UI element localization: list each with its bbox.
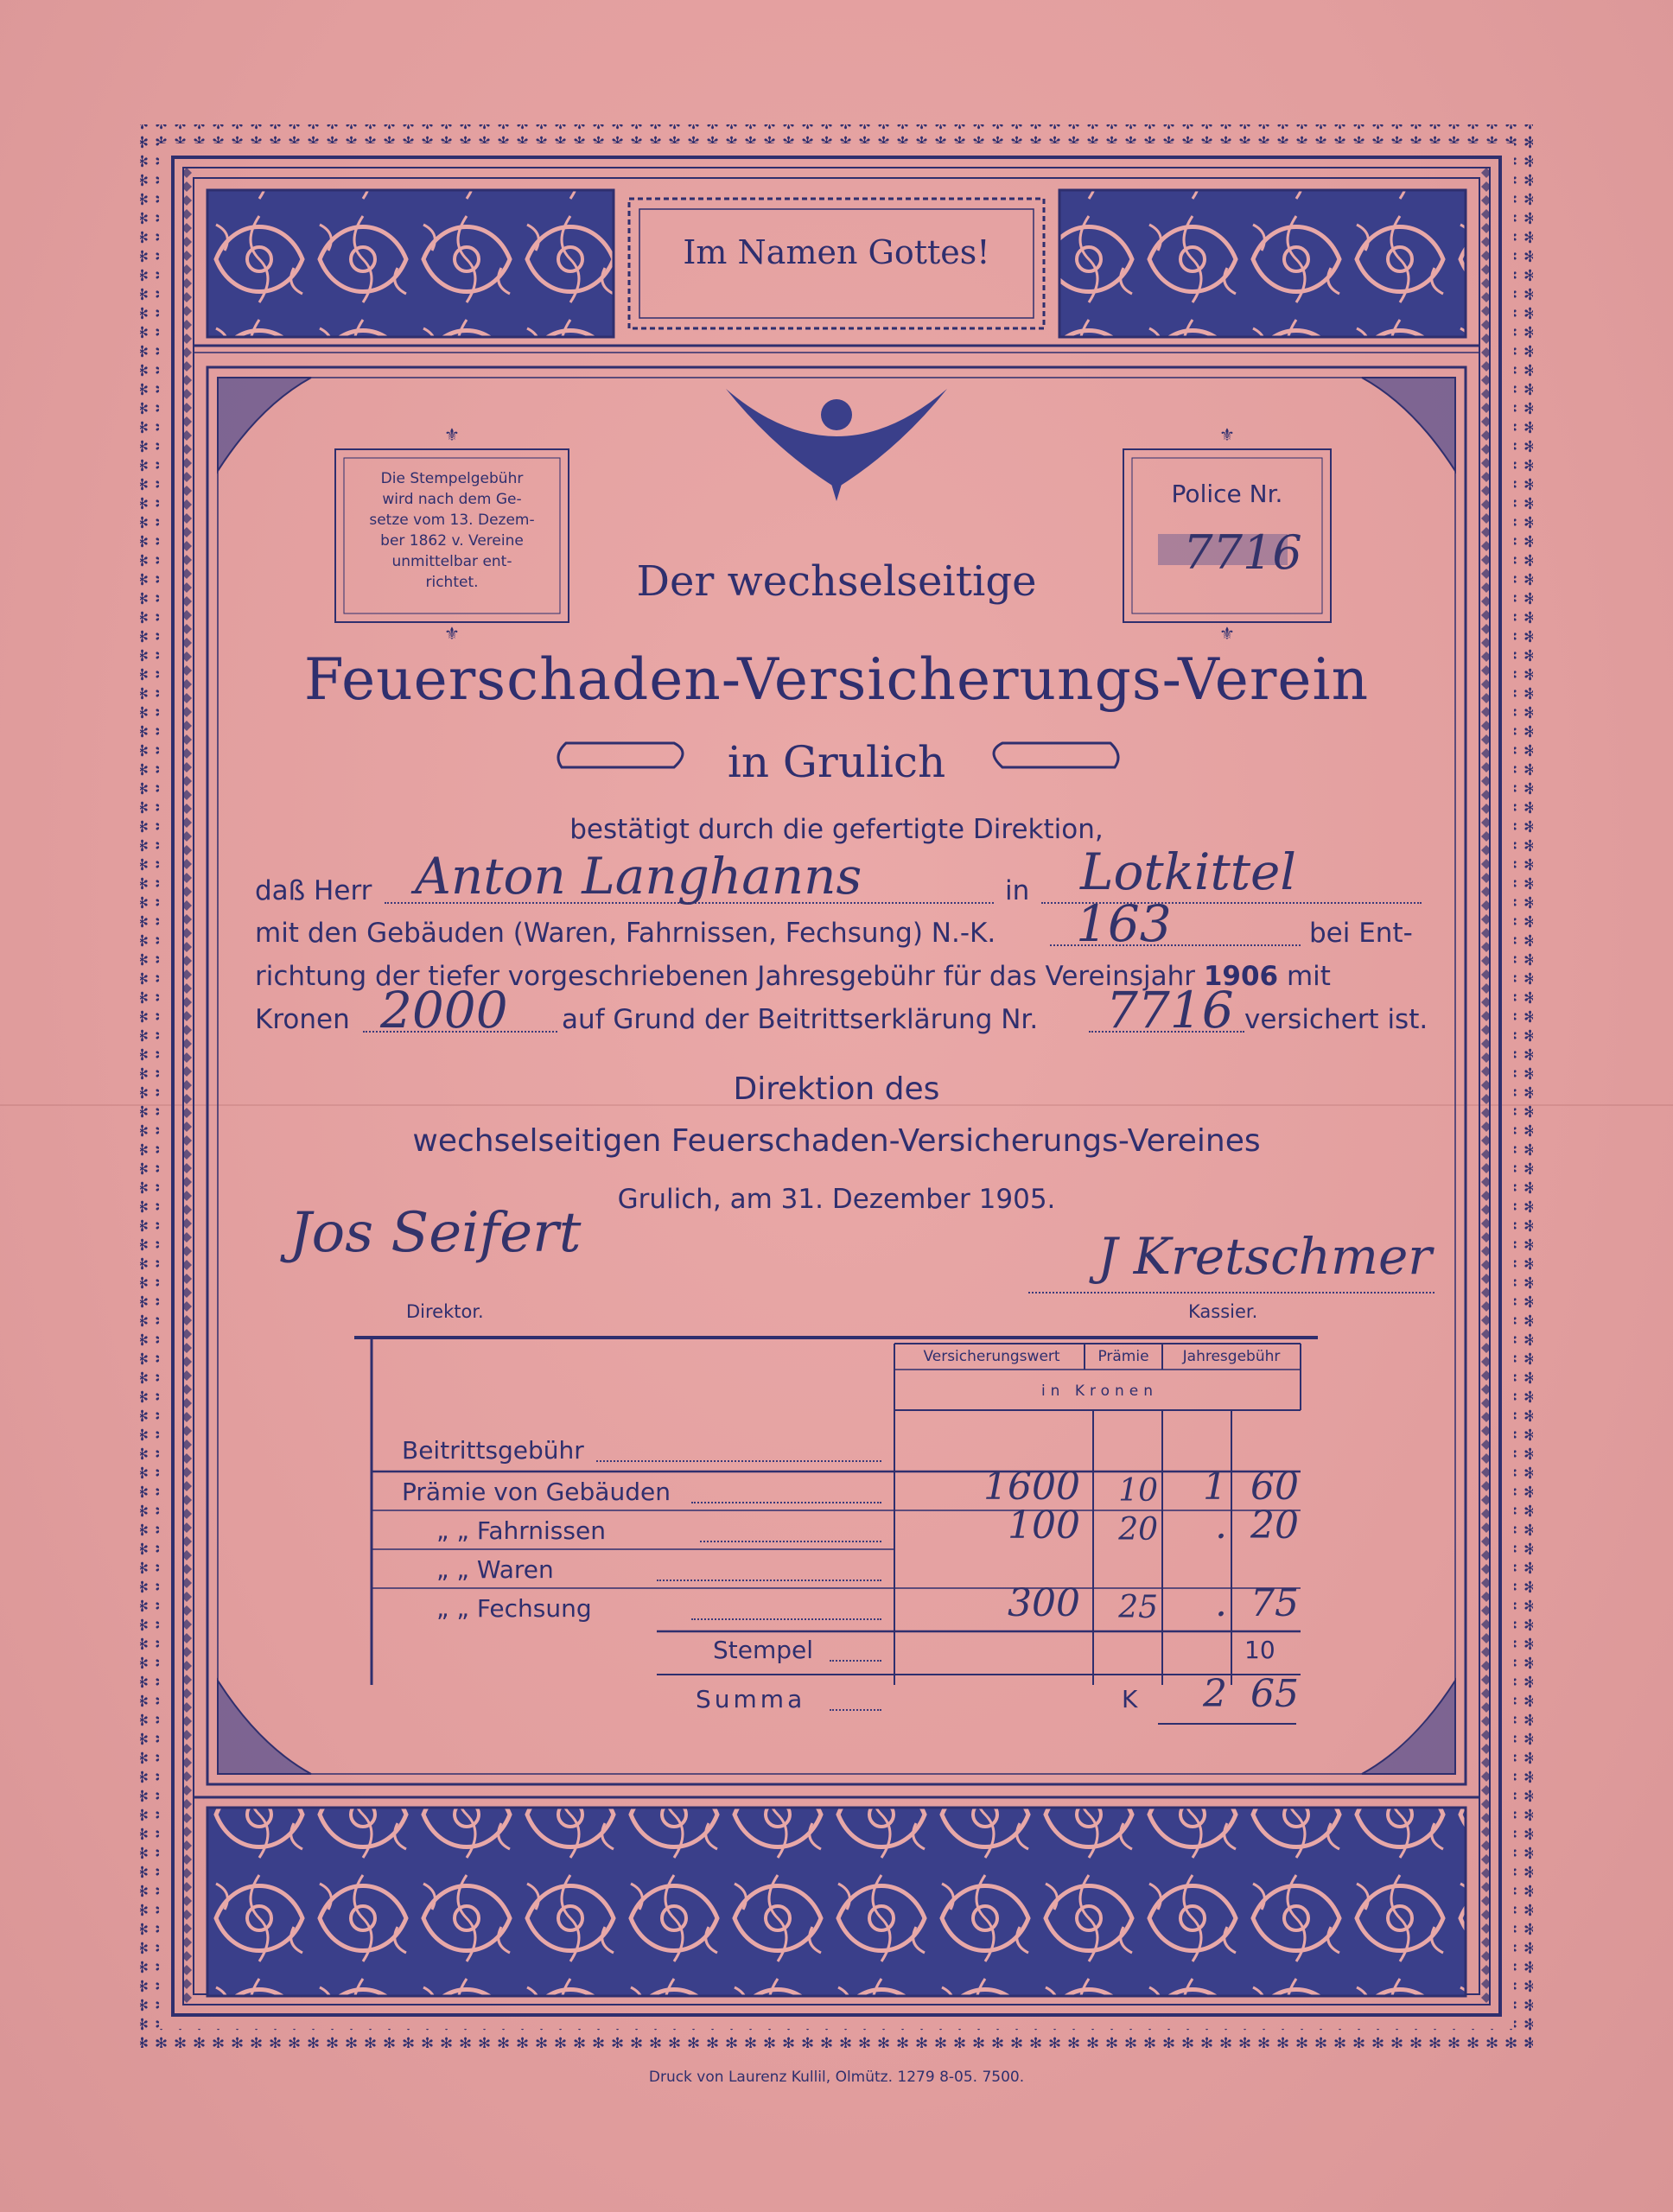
p4-middle: auf Grund der Beitrittserklärung Nr. <box>562 1004 1039 1035</box>
motto: Im Namen Gottes! <box>683 233 990 271</box>
direction-line-1: Direktion des <box>733 1071 940 1107</box>
summa-dots <box>830 1709 881 1711</box>
col-versicherungswert: Versicherungswert <box>923 1348 1060 1365</box>
col-praemie: Prämie <box>1097 1348 1149 1365</box>
value-wert: 1600 <box>983 1465 1080 1509</box>
value-heller: 20 <box>1250 1503 1299 1548</box>
police-label: Police Nr. <box>1171 480 1283 508</box>
value-kronen: 1 <box>1203 1465 1227 1509</box>
svg-text:⚜: ⚜ <box>1219 623 1235 644</box>
insured-place: Lotkittel <box>1080 842 1296 901</box>
svg-text:⚜: ⚜ <box>1219 424 1235 445</box>
stamp-note-line: Die Stempelgebühr <box>380 470 524 487</box>
summa-label: Summa <box>696 1685 806 1713</box>
stamp-note-line: ber 1862 v. Vereine <box>380 532 524 550</box>
svg-text:⚜: ⚜ <box>444 623 460 644</box>
summa-currency: K <box>1122 1685 1138 1713</box>
unit-label: in Kronen <box>1040 1382 1159 1400</box>
p4-prefix: Kronen <box>255 1004 350 1035</box>
stamp-note-line: unmittelbar ent- <box>391 553 512 570</box>
value-heller: 75 <box>1250 1581 1299 1625</box>
declaration-number: 7716 <box>1106 981 1234 1039</box>
house-number: 163 <box>1076 894 1172 953</box>
p1-prefix: daß Herr <box>255 875 372 906</box>
row-label: „ „ Fahrnissen <box>436 1516 606 1545</box>
p1-in: in <box>1005 875 1030 906</box>
stempel-value: 10 <box>1244 1636 1275 1664</box>
value-wert: 100 <box>1008 1503 1080 1548</box>
issue-date: Grulich, am 31. Dezember 1905. <box>617 1184 1056 1215</box>
value-kronen: . <box>1215 1503 1227 1548</box>
p2-suffix: bei Ent- <box>1309 918 1413 949</box>
cashier-signature: J Kretschmer <box>1097 1227 1433 1286</box>
cashier-label: Kassier. <box>1188 1301 1258 1322</box>
row-dots <box>691 1502 881 1503</box>
stempel-dots <box>830 1660 881 1662</box>
title-line-3: in Grulich <box>727 737 946 787</box>
stamp-note-line: richtet. <box>425 574 479 591</box>
printer-imprint: Druck von Laurenz Kullil, Olmütz. 1279 8-05. 7500. <box>648 2069 1025 2086</box>
p2-prefix: mit den Gebäuden (Waren, Fahrnissen, Fechsung) N.-K. <box>255 918 996 949</box>
row-dots <box>596 1460 881 1462</box>
value-praemie: 20 <box>1118 1512 1158 1548</box>
svg-text:⚜: ⚜ <box>444 424 460 445</box>
title-line-2: Feuerschaden-Versicherungs-Verein <box>303 646 1370 713</box>
cashier-signature-line <box>1028 1292 1434 1294</box>
summa-heller: 65 <box>1250 1672 1299 1716</box>
summa-kronen: 2 <box>1203 1672 1227 1716</box>
value-praemie: 25 <box>1118 1590 1158 1625</box>
direction-line-2: wechselseitigen Feuerschaden-Versicherungs-Vereines <box>412 1123 1261 1159</box>
row-dots <box>700 1541 881 1542</box>
confirm-line: bestätigt durch die gefertigte Direktion, <box>569 814 1104 845</box>
row-label: „ „ Waren <box>436 1555 554 1584</box>
p3-suffix: mit <box>1286 961 1331 992</box>
value-kronen: . <box>1215 1581 1227 1625</box>
value-heller: 60 <box>1250 1465 1299 1509</box>
row-label: Prämie von Gebäuden <box>402 1478 671 1506</box>
row-label: „ „ Fechsung <box>436 1594 592 1623</box>
row-dots <box>657 1580 881 1581</box>
p3-main: richtung der tiefer vorgeschriebenen Jahresgebühr für das Vereinsjahr <box>255 961 1195 992</box>
col-jahresgebuehr: Jahresgebühr <box>1182 1348 1281 1365</box>
value-wert: 300 <box>1008 1581 1080 1625</box>
director-signature: Jos Seifert <box>289 1201 582 1265</box>
director-label: Direktor. <box>406 1301 484 1322</box>
police-number: 7716 <box>1183 525 1302 580</box>
insured-name: Anton Langhanns <box>415 847 862 906</box>
title-line-1: Der wechselseitige <box>636 557 1037 606</box>
stempel-label: Stempel <box>713 1636 814 1664</box>
insured-amount: 2000 <box>380 981 508 1039</box>
p4-suffix: versichert ist. <box>1244 1004 1428 1035</box>
p3-year: 1906 <box>1203 961 1279 992</box>
value-praemie: 10 <box>1118 1473 1158 1509</box>
stamp-note-line: wird nach dem Ge- <box>382 491 522 508</box>
row-label: Beitrittsgebühr <box>402 1436 584 1465</box>
stamp-note-line: setze vom 13. Dezem- <box>369 512 535 529</box>
row-dots <box>691 1618 881 1620</box>
